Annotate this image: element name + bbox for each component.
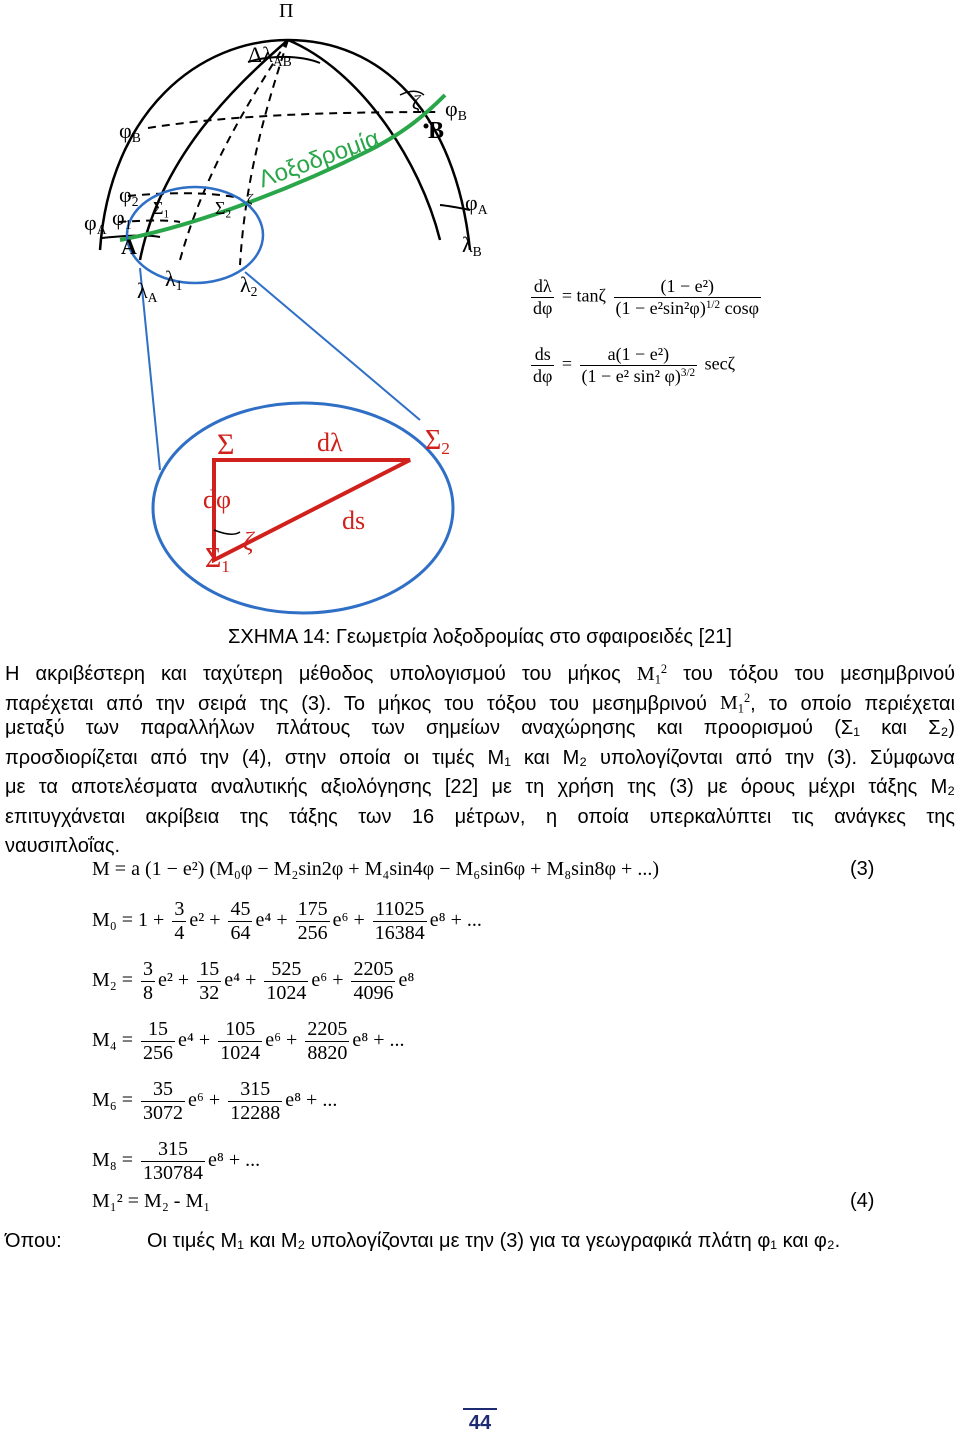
left-phi-b-text: φ — [119, 118, 132, 143]
m2-t3-pow: e⁶ — [311, 969, 328, 992]
loxodrome-label: Λοξοδρομία — [255, 124, 383, 194]
m0-t1-num: 3 — [174, 898, 185, 920]
para-line-7: ναυσιπλοΐας. — [5, 835, 121, 857]
lambda-b-label — [462, 232, 482, 260]
right-zeta-label: ζ — [412, 92, 421, 114]
m4-t3-pow: e⁸ — [352, 1029, 369, 1052]
m2-t1-pow: e² — [158, 969, 173, 992]
formula-m0: M₀ = 1 + $\frac{3}{4}$ e² + $\frac{45}{64}$ e⁴ + $\frac{175}{256}$ e⁶ + $\frac{11025}{16384}$ e⁸ + ... — [92, 898, 482, 944]
sigma-2-text: Σ — [215, 198, 226, 218]
zeta-arc — [214, 530, 240, 534]
right-phi-b-sub: B — [457, 108, 467, 124]
triangle-sigma-2-text: Σ — [425, 425, 442, 456]
m1-sym-2-sup: 2 — [743, 691, 751, 706]
lambda-2-text: λ — [240, 272, 251, 297]
m2-t4-den: 4096 — [353, 982, 394, 1004]
right-phi-b-text: φ — [445, 96, 458, 121]
lambda-a-text: λ — [137, 278, 148, 303]
m6-term-1 — [141, 1078, 185, 1125]
m8-eq: = — [121, 1149, 134, 1172]
m1-sym-1-sub: 1 — [654, 672, 661, 685]
m0-t2-pow: e⁴ — [255, 909, 272, 932]
body-paragraph — [5, 655, 955, 862]
m0-t1-pow: e² — [189, 909, 205, 932]
eq1-rhs — [614, 276, 761, 318]
left-phi-1-text: φ — [112, 205, 125, 230]
m6-eq: = — [121, 1089, 134, 1112]
para-line-4: προσδιορίζεται από την (4), στην οποία οι τιμές Μ₁ και Μ₂ υπολογίζονται από την (3). Σύμφωνα — [5, 746, 955, 769]
eq2-den: (1 − e² sin² φ) — [581, 365, 681, 386]
left-phi-a-text: φ — [84, 210, 97, 235]
figure-caption: ΣΧΗΜΑ 14: Γεωμετρία λοξοδρομίας στο σφαιροειδές [21] — [228, 626, 732, 648]
left-phi-2-sub: 2 — [131, 194, 139, 210]
m1-squared-symbol — [637, 663, 667, 685]
eq1-tan: tanζ — [576, 285, 606, 306]
m0-t3-pow: e⁶ — [332, 909, 349, 932]
left-phi-a-sub: A — [96, 222, 107, 238]
sigma-1-sub: 1 — [163, 208, 170, 221]
connector-right — [245, 272, 420, 420]
m0-t4-pow: e⁸ — [429, 909, 446, 932]
m6-t1-pow: e⁶ — [188, 1089, 204, 1112]
m6-t1-num: 35 — [141, 1078, 185, 1102]
right-phi-a — [465, 190, 488, 218]
left-phi-a — [84, 210, 107, 238]
parallel-b — [148, 112, 438, 128]
m1-sym-1-sup: 2 — [660, 662, 668, 676]
m0-tail: + ... — [450, 909, 482, 932]
m0-t2-num: 45 — [230, 898, 251, 920]
eq1-rhs-den — [614, 298, 761, 319]
eq1-den-a: (1 − e²sin²φ) — [615, 297, 706, 318]
m4-t2-pow: e⁶ — [265, 1029, 282, 1052]
m0-t1-den: 4 — [174, 922, 185, 944]
m8-lhs: M₈ — [92, 1149, 117, 1172]
eq1-equals: = — [561, 285, 573, 306]
eq1-den-b: cosφ — [724, 297, 759, 318]
m2-term-2 — [197, 958, 221, 1005]
equation-3: M = a (1 − e²) (M₀φ − M₂sin2φ + M₄sin4φ − M₆sin6φ + M₈sin8φ + ...) — [92, 858, 659, 880]
right-phi-b — [445, 96, 467, 124]
m0-term-1 — [172, 898, 186, 945]
para-line-3: μεταξύ των παραλλήλων πλάτους των σημείων αναχώρησης και προορισμού (Σ₁ και Σ₂) — [5, 717, 955, 739]
m2-t2-den: 32 — [199, 982, 220, 1004]
eq1-den-exp: 1/2 — [705, 298, 721, 311]
m6-t1-den: 3072 — [143, 1102, 184, 1124]
m6-t2-den: 12288 — [230, 1102, 281, 1124]
m4-term-3 — [305, 1018, 349, 1065]
lambda-a-sub: A — [147, 290, 158, 306]
equation-3-tag: (3) — [850, 858, 875, 880]
m2-t3-num: 525 — [264, 958, 308, 982]
where-text: Οι τιμές Μ₁ και Μ₂ υπολογίζονται με την (3) για τα γεωγραφικά πλάτη φ₁ και φ₂. — [147, 1230, 841, 1252]
eq1-lhs — [531, 276, 554, 318]
m1-squared-symbol-2 — [720, 692, 750, 714]
lambda-b-sub: B — [472, 244, 482, 260]
m2-t1-den: 8 — [143, 982, 154, 1004]
formula-m8 — [92, 1138, 260, 1185]
triangle-zeta: ζ — [243, 527, 254, 556]
equation-dlambda-dphi — [528, 276, 764, 318]
eq1-rhs-num: (1 − e²) — [614, 276, 761, 298]
eq2-lhs-den: dφ — [533, 365, 553, 386]
m6-term-2 — [228, 1078, 282, 1125]
lambda-1-text: λ — [165, 266, 176, 291]
sigma-1-label — [153, 198, 169, 220]
m2-t1-num: 3 — [143, 958, 154, 980]
triangle-dlambda: dλ — [317, 428, 343, 457]
m4-t1-num: 15 — [141, 1018, 175, 1042]
m4-t3-num: 2205 — [307, 1018, 348, 1040]
m4-t3-den: 8820 — [307, 1042, 348, 1064]
formula-m4: M₄ = $\frac{15}{256}$ e⁴ + $\frac{105}{1024}$ e⁶ + $\frac{2205}{8820}$ e⁸ + ... — [92, 1018, 405, 1064]
where-label: Όπου: — [5, 1230, 62, 1252]
triangle-sigma-2 — [425, 425, 450, 459]
para-line-2-a: παρέχεται από την σειρά της (3). Το μήκος του τόξου του μεσημβρινού — [5, 692, 707, 714]
page-number-rule — [463, 1408, 497, 1410]
sigma-2-sub: 2 — [225, 208, 232, 221]
right-phi-a-sub: A — [477, 202, 488, 218]
m0-t4-den: 16384 — [374, 922, 425, 944]
para-line-5: με τα αποτελέσματα αναλυτικής αξιολόγησης [22] με τη χρήση της (3) με όρους μέχρι τάξης Μ₂ — [5, 776, 955, 798]
formula-m2: M₂ = $\frac{3}{8}$ e² + $\frac{15}{32}$ e⁴ + $\frac{525}{1024}$ e⁶ + $\frac{2205}{4096}$ e⁸ — [92, 958, 415, 1004]
delta-lambda-label — [248, 42, 292, 70]
left-phi-2-text: φ — [119, 182, 132, 207]
lambda-b-text: λ — [462, 232, 473, 257]
m2-t2-num: 15 — [199, 958, 220, 980]
m0-t2-den: 64 — [230, 922, 251, 944]
eq1-lhs-num: dλ — [531, 276, 554, 298]
m2-t3-den: 1024 — [266, 982, 307, 1004]
lambda-a-label — [137, 278, 158, 306]
point-b-label: B — [428, 118, 445, 144]
m4-t1-den: 256 — [143, 1042, 174, 1064]
triangle-sigma: Σ — [217, 428, 235, 461]
eq2-lhs-num: ds — [531, 344, 554, 366]
m8-tail: + ... — [228, 1149, 261, 1172]
m8-t1-den: 130784 — [143, 1162, 204, 1184]
lambda-1-sub: 1 — [175, 278, 183, 294]
m2-eq: = — [121, 969, 134, 992]
meridian-1 — [180, 40, 288, 260]
lambda-2-sub: 2 — [250, 284, 258, 300]
triangle-sigma-1-text: Σ — [205, 543, 222, 574]
para-line-2 — [5, 685, 955, 715]
delta-lambda-text: Δλ — [248, 42, 273, 67]
eq2-rhs-num: a(1 − e²) — [580, 344, 698, 366]
m2-t2-pow: e⁴ — [224, 969, 241, 992]
m4-term-1 — [141, 1018, 175, 1065]
eq2-rhs — [580, 344, 698, 386]
m0-eq: = 1 + — [121, 909, 165, 932]
para-line-2-b: , το οποίο περιέχεται — [750, 692, 955, 714]
eq1-lhs-den: dφ — [533, 297, 553, 318]
m0-t3-den: 256 — [297, 922, 328, 944]
m0-t4-num: 11025 — [373, 898, 427, 922]
m4-term-2 — [218, 1018, 262, 1065]
m2-term-3 — [264, 958, 308, 1005]
eq2-rhs-den — [580, 366, 698, 387]
m0-term-2 — [228, 898, 252, 945]
m8-t1-pow: e⁸ — [208, 1149, 224, 1172]
m1-sym-1: M — [636, 662, 655, 685]
eq2-lhs — [531, 344, 554, 386]
triangle-ds: ds — [342, 506, 366, 535]
meridian-a — [140, 40, 288, 260]
triangle-dphi: dφ — [203, 485, 232, 514]
left-phi-1 — [112, 205, 132, 233]
m4-t2-den: 1024 — [220, 1042, 261, 1064]
formula-m6: M₆ = $\frac{35}{3072}$ e⁶ + $\frac{315}{12288}$ e⁸ + ... — [92, 1078, 338, 1124]
eq2-den-exp: 3/2 — [680, 366, 696, 379]
para-line-1 — [5, 655, 955, 685]
small-zeta-label: ζ — [247, 192, 253, 207]
m4-lhs: M₄ — [92, 1029, 117, 1052]
page-number: 44 — [468, 1412, 492, 1434]
m4-eq: = — [121, 1029, 134, 1052]
equation-4-tag: (4) — [850, 1190, 875, 1212]
right-phi-a-text: φ — [465, 190, 478, 215]
eq2-sec: secζ — [704, 353, 736, 374]
m6-t2-num: 315 — [228, 1078, 282, 1102]
m2-term-1 — [141, 958, 155, 1005]
m4-t2-num: 105 — [218, 1018, 262, 1042]
m6-lhs: M₆ — [92, 1089, 117, 1112]
left-phi-b-sub: B — [131, 130, 141, 146]
m0-lhs: M₀ — [92, 909, 117, 932]
m6-t2-pow: e⁸ — [285, 1089, 302, 1112]
left-phi-b — [119, 118, 141, 146]
m2-t4-num: 2205 — [353, 958, 394, 980]
m0-term-3 — [296, 898, 330, 945]
para-line-6: επιτυγχάνεται ακρίβεια της τάξης των 16 μέτρων, η οποία υπερκαλύπτει τις ανάγκες της — [5, 805, 955, 828]
m8-t1-num: 315 — [141, 1138, 205, 1162]
triangle-sigma-1-sub: 1 — [221, 557, 230, 577]
m6-tail: + ... — [306, 1089, 338, 1112]
delta-lambda-sub: AB — [272, 54, 292, 70]
para-line-1-a: Η ακριβέστερη και ταχύτερη μέθοδος υπολογισμού του μήκος — [5, 662, 621, 685]
m0-term-4 — [373, 898, 427, 945]
sigma-1-text: Σ — [153, 198, 164, 218]
lambda-2-label — [240, 272, 257, 300]
triangle-sigma-2-sub: 2 — [441, 439, 450, 459]
equation-ds-dphi — [528, 344, 735, 386]
m0-t3-num: 175 — [297, 898, 328, 920]
eq2-equals: = — [561, 353, 573, 374]
left-phi-1-sub: 1 — [124, 217, 132, 233]
m1-sym-2-sub: 1 — [737, 702, 744, 714]
m4-t1-pow: e⁴ — [178, 1029, 194, 1052]
loxodrome-figure — [0, 0, 960, 620]
m2-term-4 — [351, 958, 395, 1005]
sigma-2-label — [215, 198, 231, 220]
m8-term-1 — [141, 1138, 205, 1185]
triangle-sigma-1 — [205, 543, 230, 577]
para-line-1-b: του τόξου του μεσημβρινού — [683, 662, 955, 685]
lambda-1-label — [165, 266, 182, 294]
pole-label: Π — [279, 0, 294, 22]
equation-4: M₁² = M₂ - M₁ — [92, 1190, 211, 1212]
m4-tail: + ... — [373, 1029, 405, 1052]
point-a-label: A — [121, 234, 137, 259]
m2-t4-pow: e⁸ — [398, 969, 415, 992]
m2-lhs: M₂ — [92, 969, 117, 992]
blue-ellipse-large — [153, 403, 453, 613]
m1-sym-2: M — [719, 692, 738, 714]
